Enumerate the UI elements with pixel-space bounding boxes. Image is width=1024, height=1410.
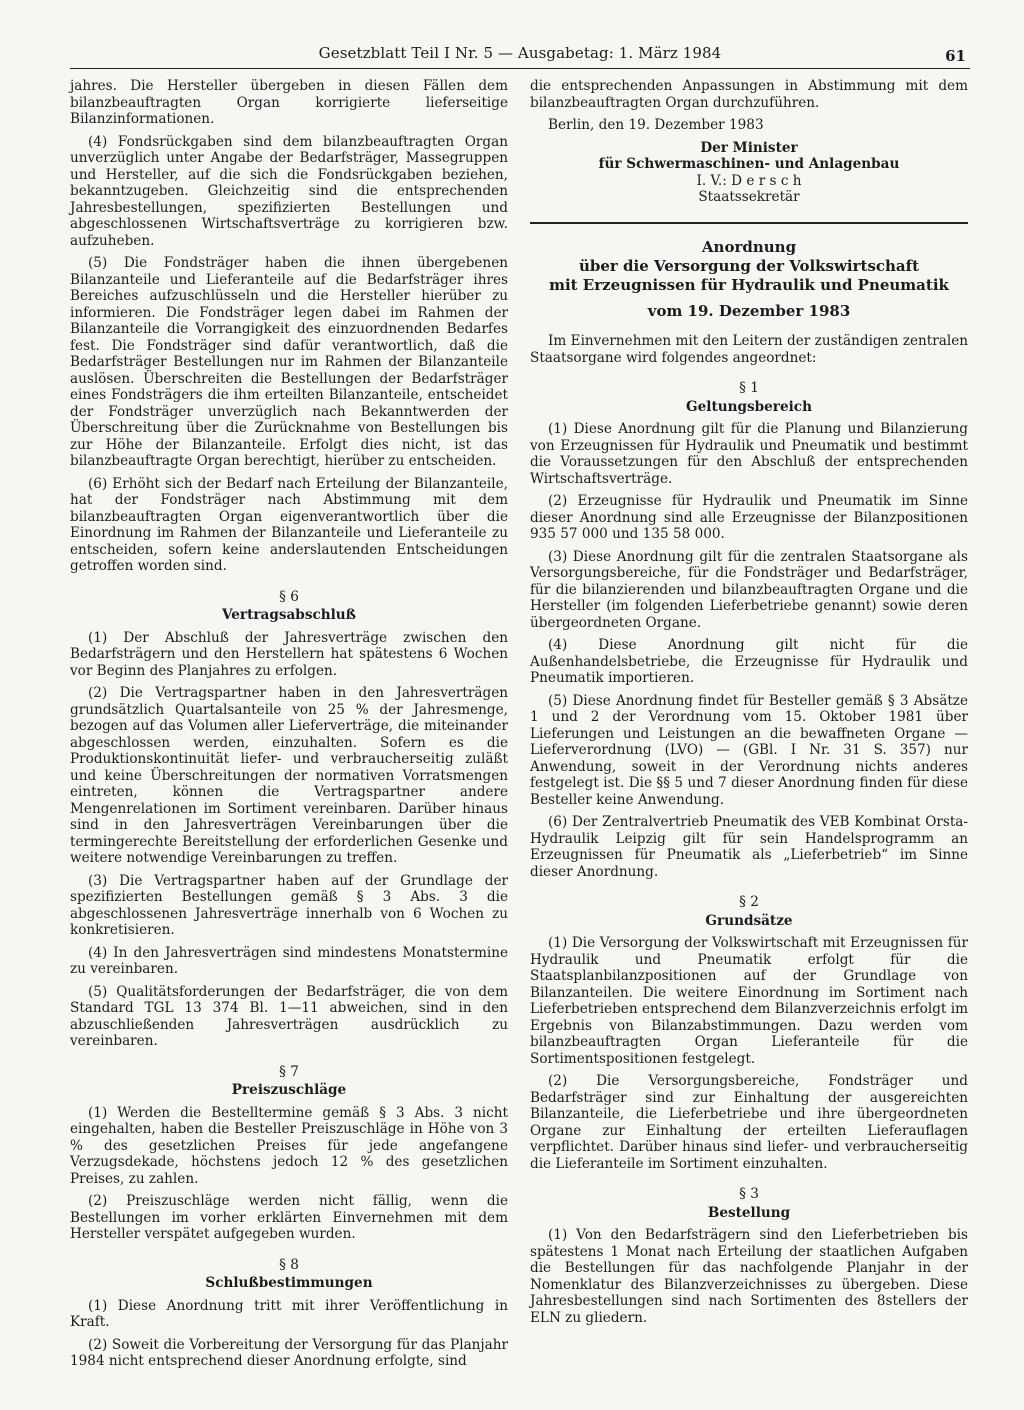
paragraph: die entsprechenden Anpassungen in Abstimmung mit dem bilanzbeauftragten Organ durchzuführen. — [530, 78, 968, 111]
paragraph: (5) Qualitätsforderungen der Bedarfsträger, die von dem Standard TGL 13 374 Bl. 1—11 abweichen, sind in den abzuschließenden Jahresverträgen ausdrücklich zu vereinbaren. — [70, 983, 508, 1049]
ordinance-title-line: Anordnung — [701, 237, 797, 256]
right-column — [530, 78, 968, 1332]
paragraph: (2) Preiszuschläge werden nicht fällig, wenn die Bestellungen im vorher erklärten Einvernehmen mit dem Hersteller verspätet aufgegeben wurden. — [70, 1193, 508, 1242]
paragraph: (2) Die Vertragspartner haben in den Jahresverträgen grundsätzlich Quartalsanteile von 25 % der Jahresmenge, bezogen auf das Volumen aller Lieferverträge, die miteinander abgeschlossen werden, einzuhalten. Sofern es die Produktionskontinuität liefer- und verbraucherseitig zuläßt und keine Überschreitungen der normativen Vorratsmengen eintreten, können die Vertragspartner andere Mengenrelationen im Sortiment vereinbaren. Darüber hinaus sind in den Jahresverträgen Vereinbarungen über die termingerechte Bereitstellung der erforderlichen Gesenke und weitere notwendige Vereinbarungen zu treffen. — [70, 685, 508, 866]
paragraph: (6) Der Zentralvertrieb Pneumatik des VEB Kombinat Orsta-Hydraulik Leipzig gilt für sein Handelsprogramm an Erzeugnissen für Pneumatik als „Lieferbetrieb“ im Sinne dieser Anordnung. — [530, 814, 968, 880]
paragraph: (5) Die Fondsträger haben die ihnen übergebenen Bilanzanteile und Lieferanteile auf die Bedarfsträger ihres Bereiches aufzuschlüsseln und die Hersteller hierüber zu informieren. Die Fondsträger legen dabei im Rahmen der Bilanzanteile die Vorrangigkeit des einzuordnenden Bedarfes fest. Die Fondsträger sind dafür verantwortlich, daß die Bedarfsträger Bestellungen nur im Rahmen der Bilanzanteile auslösen. Überschreiten die Bestellungen der Bedarfsträger eines Fondsträgers die ihm erteilten Bilanzanteile, entscheidet der Fondsträger unverzüglich nach Bekanntwerden der Überschreitung über die Zurücknahme von Bestellungen bis zur Höhe der Bilanzanteile. Erfolgt dies nicht, ist das bilanzbeauftragte Organ berechtigt, hierüber zu entscheiden. — [70, 255, 508, 469]
paragraph: (3) Diese Anordnung gilt für die zentralen Staatsorgane als Versorgungsbereiche, für die Fondsträger und Bedarfsträger, für die bilanzierenden und bilanzbeauftragten Organe und die Hersteller (im folgenden Lieferbetriebe genannt) sowie deren übergeordneten Organe. — [530, 548, 968, 631]
paragraph: (1) Der Abschluß der Jahresverträge zwischen den Bedarfsträgern und den Herstellern hat spätestens 6 Wochen vor Beginn des Planjahres zu erfolgen. — [70, 629, 508, 679]
header-title: Gesetzblatt Teil I Nr. 5 — Ausgabetag: 1. März 1984 — [318, 44, 722, 62]
paragraph: (5) Diese Anordnung findet für Besteller gemäß § 3 Absätze 1 und 2 der Verordnung vom 15. Oktober 1981 über Lieferungen und Leistungen an die bewaffneten Organe — Lieferverordnung (LVO) — (GBl. I Nr. 31 S. 357) nur Anwendung, soweit in der Verordnung nichts anderes festgelegt ist. Die §§ 5 und 7 dieser Anordnung finden für diese Besteller keine Anwendung. — [530, 692, 968, 808]
paragraph: (2) Soweit die Vorbereitung der Versorgung für das Planjahr 1984 nicht entsprechend dieser Anordnung erfolgte, sind — [70, 1336, 508, 1369]
signature-block — [530, 140, 968, 206]
signatory: I. V.: D e r s c h — [696, 172, 802, 189]
preamble: Im Einvernehmen mit den Leitern der zuständigen zentralen Staatsorgane wird folgendes angeordnet: — [530, 333, 968, 366]
paragraph: (4) Diese Anordnung gilt nicht für die Außenhandelsbetriebe, die Erzeugnisse für Hydraulik und Pneumatik importieren. — [530, 637, 968, 686]
section-title: Preiszuschläge — [231, 1082, 347, 1098]
paragraph: jahres. Die Hersteller übergeben in diesen Fällen dem bilanzbeauftragten Organ korrigierte lieferseitige Bilanzinformationen. — [70, 78, 508, 127]
section-title: Bestellung — [707, 1204, 791, 1221]
paragraph: (3) Die Vertragspartner haben auf der Grundlage der spezifizierten Bestellungen gemäß § 3 Abs. 3 die abgeschlossenen Jahresverträge innerhalb von 6 Wochen zu konkretisieren. — [70, 872, 508, 938]
page-number: 61 — [945, 47, 966, 65]
ministry-name: für Schwermaschinen- und Anlagenbau — [598, 156, 900, 172]
paragraph: (1) Werden die Bestelltermine gemäß § 3 Abs. 3 nicht eingehalten, haben die Besteller Preiszuschläge in Höhe von 3 % des gesetzlichen Preises für jede angefangene Verzugsdekade, höchstens jedoch 12 % des gesetzlichen Preises, zu zahlen. — [70, 1104, 508, 1187]
paragraph: (4) In den Jahresverträgen sind mindestens Monatstermine zu vereinbaren. — [70, 944, 508, 977]
left-column — [70, 78, 508, 1376]
paragraph: (1) Diese Anordnung tritt mit ihrer Veröffentlichung in Kraft. — [70, 1297, 508, 1330]
section-number: § 3 — [739, 1186, 759, 1202]
header-rule — [70, 68, 970, 69]
page-header — [70, 44, 970, 74]
minister-title: Der Minister — [700, 139, 798, 156]
section-title: Vertragsabschluß — [221, 607, 357, 623]
place-date: Berlin, den 19. Dezember 1983 — [548, 117, 764, 133]
ordinance-title-line: mit Erzeugnissen für Hydraulik und Pneumatik — [549, 275, 949, 294]
paragraph: (2) Erzeugnisse für Hydraulik und Pneumatik im Sinne dieser Anordnung sind alle Erzeugnisse der Bilanzpositionen 935 57 000 und 135 58 000. — [530, 493, 968, 542]
section-title: Geltungsbereich — [686, 398, 812, 415]
section-title: Schlußbestimmungen — [205, 1275, 373, 1291]
section-number: § 1 — [739, 380, 759, 396]
signatory-rank: Staatssekretär — [698, 189, 800, 205]
paragraph: (6) Erhöht sich der Bedarf nach Erteilung der Bilanzanteile, hat der Fondsträger nach Abstimmung mit dem bilanzbeauftragten Organ eigenverantwortlich über die Einordnung im Rahmen der Bilanzanteile und Lieferanteile zu entscheiden, sofern keine anderslautenden Entscheidungen getroffen worden sind. — [70, 475, 508, 574]
section-title: Grundsätze — [705, 912, 793, 929]
paragraph: (1) Diese Anordnung gilt für die Planung und Bilanzierung von Erzeugnissen für Hydraulik und Pneumatik und bestimmt die Voraussetzungen für den Abschluß der entsprechenden Wirtschaftsverträge. — [530, 421, 968, 487]
paragraph: (4) Fondsrückgaben sind dem bilanzbeauftragten Organ unverzüglich unter Angabe der Bedarfsträger, Massegruppen und Hersteller, auf die sich die Fondsrückgaben beziehen, bekanntzugeben. Gleichzeitig sind die entsprechenden Jahresbestellungen, spezifizierten Bestellungen und abgeschlossenen Wirtschaftsverträge zu korrigieren bzw. aufzuheben. — [70, 133, 508, 249]
paragraph: (2) Die Versorgungsbereiche, Fondsträger und Bedarfsträger sind zur Einhaltung der ausgereichten Bilanzanteile, die Lieferbetriebe und ihre übergeordneten Organe zur Einhaltung der erteilten Lieferauflagen verpflichtet. Darüber hinaus sind liefer- und verbraucherseitig die Lieferanteile im Sortiment einzuhalten. — [530, 1073, 968, 1172]
paragraph: (1) Die Versorgung der Volkswirtschaft mit Erzeugnissen für Hydraulik und Pneumatik erfolgt für die Staatsplanbilanzpositionen auf der Grundlage von Bilanzanteilen. Die weitere Einordnung im Sortiment nach Lieferbetrieben entsprechend dem Bilanzverzeichnis erfolgt im Ergebnis von Bilanzabstimmungen. Dazu werden vom bilanzbeauftragten Organ Lieferanteile für die Sortimentspositionen festgelegt. — [530, 935, 968, 1067]
section-number: § 2 — [739, 894, 759, 910]
section-number: § 7 — [279, 1063, 299, 1080]
paragraph: (1) Von den Bedarfsträgern sind den Lieferbetrieben bis spätestens 1 Monat nach Erteilung der staatlichen Aufgaben die Bestellungen für das nachfolgende Planjahr in der Nomenklatur des Bilanzverzeichnisses zu übergeben. Diese Jahresbestellungen sind nach Sortimenten des 8stellers der ELN zu gliedern. — [530, 1227, 968, 1326]
ordinance-title-line: über die Versorgung der Volkswirtschaft — [578, 256, 920, 275]
section-number: § 8 — [279, 1256, 299, 1273]
section-divider — [530, 222, 968, 224]
ordinance-date: vom 19. Dezember 1983 — [647, 301, 851, 320]
section-number: § 6 — [279, 588, 299, 605]
